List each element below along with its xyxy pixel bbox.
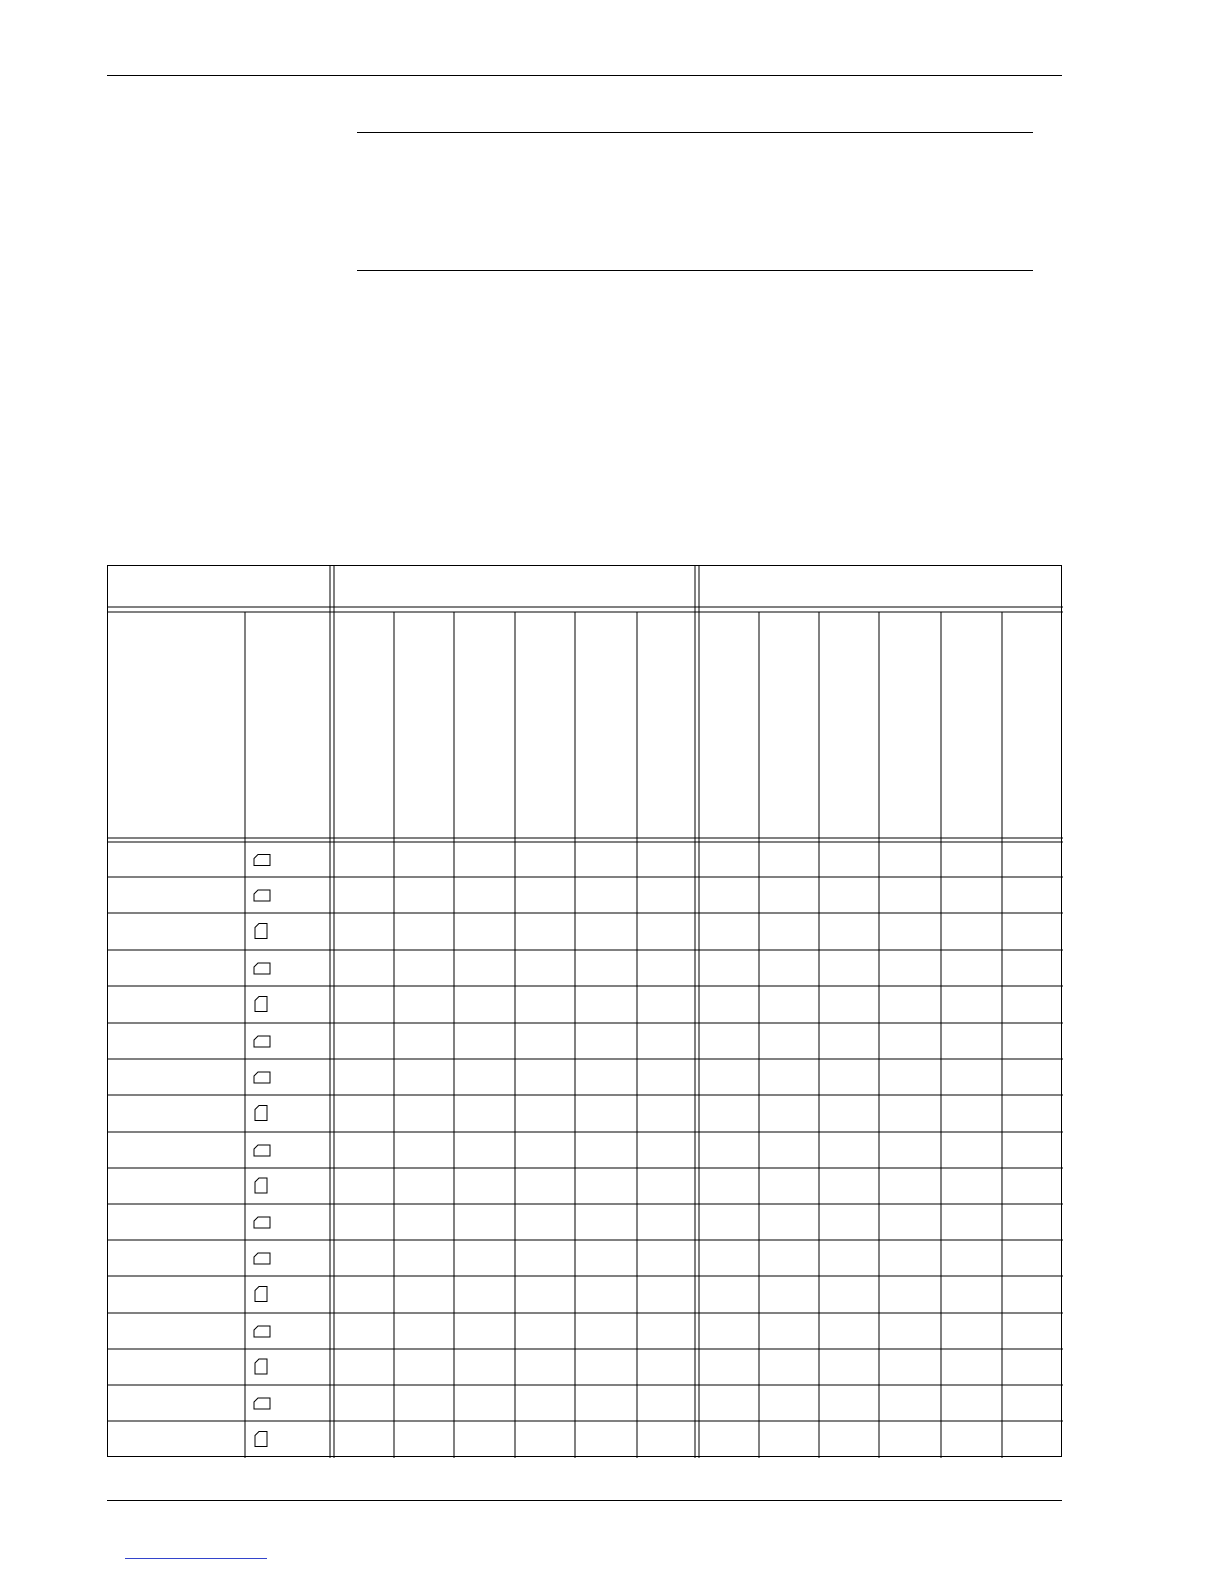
media-support-table	[107, 565, 1062, 1457]
landscape-sheet-icon	[254, 1398, 270, 1409]
table-grid	[108, 566, 1063, 1458]
landscape-sheet-icon	[254, 1145, 270, 1156]
landscape-sheet-icon	[254, 1253, 270, 1264]
landscape-sheet-icon	[254, 963, 270, 974]
header-rule	[107, 75, 1062, 76]
portrait-sheet-icon	[255, 1432, 267, 1447]
note-box	[357, 140, 1033, 264]
landscape-sheet-icon	[254, 1326, 270, 1337]
landscape-sheet-icon	[254, 890, 270, 901]
portrait-sheet-icon	[255, 924, 267, 939]
portrait-sheet-icon	[255, 1106, 267, 1121]
footer-link[interactable]	[125, 1558, 267, 1559]
landscape-sheet-icon	[254, 1072, 270, 1083]
landscape-sheet-icon	[254, 855, 270, 866]
footer-rule	[107, 1500, 1062, 1501]
note-top-rule	[357, 132, 1033, 133]
landscape-sheet-icon	[254, 1036, 270, 1047]
landscape-sheet-icon	[254, 1217, 270, 1228]
portrait-sheet-icon	[255, 1287, 267, 1302]
portrait-sheet-icon	[255, 1359, 267, 1374]
portrait-sheet-icon	[255, 997, 267, 1012]
portrait-sheet-icon	[255, 1178, 267, 1193]
note-bottom-rule	[357, 270, 1033, 271]
